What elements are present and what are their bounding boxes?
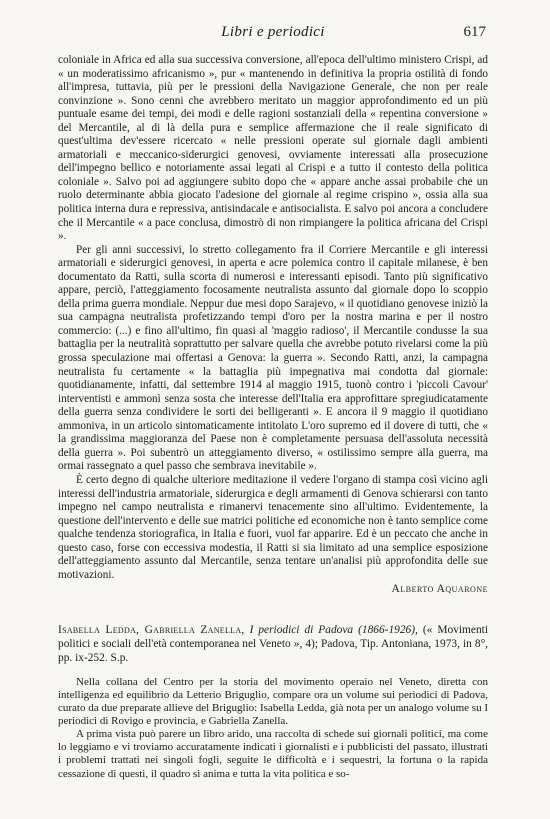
page-body bbox=[58, 54, 488, 781]
running-header bbox=[60, 24, 486, 44]
article-paragraph-2: Per gli anni successivi, lo stretto collegamento fra il Corriere Mercantile e gli interessi armatoriali e siderurgici genovesi, in aperta e acre polemica contro il capitale milanese, è ben documentato da Ratti, sulla scorta di numerosi e interessanti episodi. Tanto più significativo appare, perciò, l'atteggiamento focosamente neutralista assunto dal giornale dopo lo scoppio della prima guerra mondiale. Neppur due mesi dopo Sarajevo, « il quotidiano genovese iniziò la sua campagna neutralista profetizzando tempi d'oro per la nostra marina e per il nostro commercio: (...) e fino all'ultimo, fin quasi al 'maggio radioso', il Mercantile condusse la sua battaglia per la neutralità soprattutto per salvare quella che avrebbe potuto rivelarsi come la più grossa speculazione mai offertasi a Genova: la guerra ». Secondo Ratti, anzi, la campagna neutralista fu certamente « la battaglia più impegnativa mai condotta dal giornale: quotidianamente, infatti, dal settembre 1914 al maggio 1915, tuonò contro i 'piccoli Cavour' interventisti e ammonì senza sosta che interesse dell'Italia era approfittare spregiudicatamente della guerra senza condividere le sorti dei belligeranti ». E ancora il 9 maggio il quotidiano ammoniva, in un articolo sintomaticamente intitolato L'oro supremo ed il dovere di tutti, che « la grandissima maggioranza del Paese non è completamente persuasa dell'assoluta necessità della guerra ». Poi subentrò un atteggiamento diverso, « ostilissimo sempre alla guerra, ma ormai rassegnato a quel passo che sembrava inevitabile ». bbox=[58, 243, 488, 473]
article-paragraph-3: È certo degno di qualche ulteriore meditazione il vedere l'organo di stampa così vicino agli interessi dell'industria armatoriale, siderurgica e degli armamenti di Genova schierarsi con tanto impegno nel campo neutralista e rimanervi tenacemente sino all'ultimo. Evidentemente, la questione dell'intervento e delle sue matrici politiche ed economiche non è tanto semplice come qualche tendenza storiografica, in Italia e fuori, vuol far apparire. Ed è un peccato che anche in questo caso, forse con eccessiva modestia, il Ratti si sia limitato ad una semplice esposizione dell'atteggiamento assunto dal Mercantile, senza tentare un'analisi più approfondita delle sue motivazioni. bbox=[58, 473, 488, 581]
running-title: Libri e periodici bbox=[221, 24, 325, 40]
review-paragraph-1: Nella collana del Centro per la storia del movimento operaio nel Veneto, diretta con intelligenza ed equilibrio da Letterio Briguglio, compare ora un volume sui periodici di Padova, curato da due preparate allieve del Briguglio: Isabella Ledda, già nota per un analogo volume su I periodici di Rovigo e provincia, e Gabriella Zanella. bbox=[58, 675, 488, 728]
review-paragraph-2: A prima vista può parere un libro arido, una raccolta di schede sui giornali politici, ma come lo leggiamo e vi troviamo accuratamente indicati i giornalisti e i pubblicisti del passato, illustrati i problemi trattati nei singoli fogli, seguite le difficoltà e i sequestri, la fortuna o la rapida cessazione di questi, il quadro si anima e tutta la vita politica e so- bbox=[58, 728, 488, 780]
article-paragraph-1: coloniale in Africa ed alla sua successiva conversione, all'epoca dell'ultimo ministero Crispi, ad « un moderatissimo africanismo », pur « mantenendo in definitiva la propria ostilità di fondo all'impresa, tuttavia, più per le pressioni della Navigazione Generale, che non per reale convinzione ». Sono cenni che avrebbero meritato un maggior approfondimento ed un più puntuale esame dei tempi, dei modi e delle ragioni sostanziali della « repentina conversione » del Mercantile, al di là della pura e semplice affermazione che il reale significato di quest'ultima dev'essere ricercato « nelle pressioni operate sul giornale dagli ambienti armatoriali e meccanico-siderurgici genovesi, ovviamente interessati alla prosecuzione dell'impegno bellico e notoriamente assai legati al Crispi e a tutto il contesto della politica coloniale ». Salvo poi ad aggiungere subito dopo che « appare anche assai probabile che un ruolo determinante abbia giocato l'adesione del giornale al regime crispino », ossia alla sua politica interna dura e repressiva, antisindacale e antisocialista. E salvo poi ancora a concludere che il Mercantile « a pace conclusa, dimostrò di non rimpiangere la politica africana del Crispi ». bbox=[58, 54, 488, 243]
review-body bbox=[58, 676, 488, 781]
page-number: 617 bbox=[463, 24, 486, 40]
author-signature: Alberto Aquarone bbox=[391, 583, 488, 596]
review-citation bbox=[58, 623, 488, 665]
review-details: (« Movimenti politici e sociali dell'età contemporanea nel Veneto », 4); Padova, Tip. Antoniana, 1973, in 8°, pp. ix-252. S.p. bbox=[58, 623, 488, 664]
review-authors: Isabella Ledda, Gabriella Zanella, bbox=[58, 623, 245, 636]
review-book-title: I periodici di Padova (1866-1926), bbox=[249, 623, 418, 636]
